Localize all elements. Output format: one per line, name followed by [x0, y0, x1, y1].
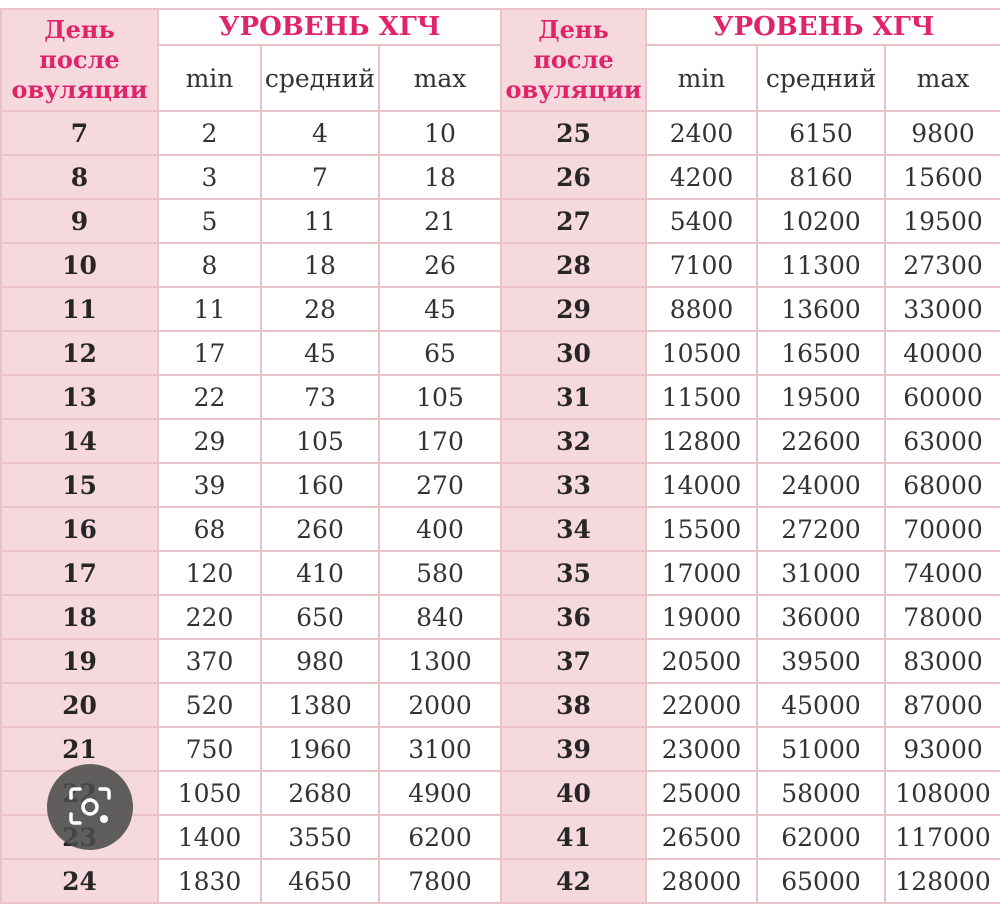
min-header-left: min — [158, 45, 261, 111]
right-day-cell: 32 — [501, 419, 646, 463]
right-day-cell: 35 — [501, 551, 646, 595]
right-day-cell: 31 — [501, 375, 646, 419]
right-day-cell: 29 — [501, 287, 646, 331]
left-avg-cell: 1380 — [261, 683, 379, 727]
left-avg-cell: 3550 — [261, 815, 379, 859]
day-header-right: День после овуляции — [501, 9, 646, 111]
left-avg-cell: 73 — [261, 375, 379, 419]
left-min-cell: 3 — [158, 155, 261, 199]
table-row — [1, 683, 1000, 727]
left-day-cell: 18 — [1, 595, 158, 639]
left-avg-cell: 980 — [261, 639, 379, 683]
right-min-cell: 7100 — [646, 243, 757, 287]
left-max-cell: 7800 — [379, 859, 501, 903]
right-max-cell: 68000 — [885, 463, 1000, 507]
right-max-cell: 78000 — [885, 595, 1000, 639]
table-row — [1, 331, 1000, 375]
right-max-cell: 33000 — [885, 287, 1000, 331]
right-max-cell: 19500 — [885, 199, 1000, 243]
right-day-cell: 25 — [501, 111, 646, 155]
right-min-cell: 2400 — [646, 111, 757, 155]
left-max-cell: 1300 — [379, 639, 501, 683]
left-day-cell: 15 — [1, 463, 158, 507]
right-day-cell: 27 — [501, 199, 646, 243]
right-avg-cell: 13600 — [757, 287, 885, 331]
table-row — [1, 111, 1000, 155]
left-min-cell: 750 — [158, 727, 261, 771]
right-min-cell: 28000 — [646, 859, 757, 903]
right-day-cell: 36 — [501, 595, 646, 639]
right-max-cell: 70000 — [885, 507, 1000, 551]
right-min-cell: 23000 — [646, 727, 757, 771]
table-row — [1, 419, 1000, 463]
right-avg-cell: 62000 — [757, 815, 885, 859]
right-avg-cell: 65000 — [757, 859, 885, 903]
left-max-cell: 4900 — [379, 771, 501, 815]
min-header-right: min — [646, 45, 757, 111]
day-header-left: День после овуляции — [1, 9, 158, 111]
left-min-cell: 39 — [158, 463, 261, 507]
left-day-cell: 11 — [1, 287, 158, 331]
table-row — [1, 595, 1000, 639]
right-day-cell: 37 — [501, 639, 646, 683]
table-row — [1, 243, 1000, 287]
left-max-cell: 26 — [379, 243, 501, 287]
table-row — [1, 463, 1000, 507]
max-header-left: max — [379, 45, 501, 111]
left-min-cell: 22 — [158, 375, 261, 419]
table-row — [1, 375, 1000, 419]
right-avg-cell: 36000 — [757, 595, 885, 639]
right-max-cell: 27300 — [885, 243, 1000, 287]
right-avg-cell: 11300 — [757, 243, 885, 287]
table-row — [1, 155, 1000, 199]
left-min-cell: 68 — [158, 507, 261, 551]
left-max-cell: 6200 — [379, 815, 501, 859]
left-min-cell: 2 — [158, 111, 261, 155]
right-min-cell: 8800 — [646, 287, 757, 331]
left-max-cell: 840 — [379, 595, 501, 639]
right-avg-cell: 10200 — [757, 199, 885, 243]
right-min-cell: 20500 — [646, 639, 757, 683]
right-max-cell: 128000 — [885, 859, 1000, 903]
left-day-cell: 17 — [1, 551, 158, 595]
right-min-cell: 14000 — [646, 463, 757, 507]
right-max-cell: 15600 — [885, 155, 1000, 199]
left-avg-cell: 11 — [261, 199, 379, 243]
right-min-cell: 5400 — [646, 199, 757, 243]
left-avg-cell: 4 — [261, 111, 379, 155]
table-row — [1, 551, 1000, 595]
left-avg-cell: 1960 — [261, 727, 379, 771]
table-row — [1, 507, 1000, 551]
left-max-cell: 170 — [379, 419, 501, 463]
left-avg-cell: 4650 — [261, 859, 379, 903]
avg-header-left: средний — [261, 45, 379, 111]
left-max-cell: 3100 — [379, 727, 501, 771]
left-max-cell: 2000 — [379, 683, 501, 727]
right-day-cell: 40 — [501, 771, 646, 815]
left-avg-cell: 28 — [261, 287, 379, 331]
left-max-cell: 65 — [379, 331, 501, 375]
left-avg-cell: 160 — [261, 463, 379, 507]
left-min-cell: 120 — [158, 551, 261, 595]
right-max-cell: 40000 — [885, 331, 1000, 375]
right-max-cell: 83000 — [885, 639, 1000, 683]
right-day-cell: 30 — [501, 331, 646, 375]
table-row — [1, 859, 1000, 903]
right-min-cell: 26500 — [646, 815, 757, 859]
right-min-cell: 19000 — [646, 595, 757, 639]
right-day-cell: 38 — [501, 683, 646, 727]
left-day-cell: 20 — [1, 683, 158, 727]
avg-header-right: средний — [757, 45, 885, 111]
left-avg-cell: 105 — [261, 419, 379, 463]
right-day-cell: 33 — [501, 463, 646, 507]
left-min-cell: 1400 — [158, 815, 261, 859]
right-avg-cell: 24000 — [757, 463, 885, 507]
left-avg-cell: 18 — [261, 243, 379, 287]
left-day-cell: 19 — [1, 639, 158, 683]
left-max-cell: 400 — [379, 507, 501, 551]
left-max-cell: 105 — [379, 375, 501, 419]
right-min-cell: 12800 — [646, 419, 757, 463]
hcg-levels-table — [0, 8, 1000, 904]
right-avg-cell: 8160 — [757, 155, 885, 199]
left-day-cell: 12 — [1, 331, 158, 375]
left-avg-cell: 45 — [261, 331, 379, 375]
right-avg-cell: 45000 — [757, 683, 885, 727]
right-max-cell: 93000 — [885, 727, 1000, 771]
visual-search-lens-icon[interactable] — [47, 764, 133, 850]
right-day-cell: 34 — [501, 507, 646, 551]
table-row — [1, 727, 1000, 771]
left-day-cell: 16 — [1, 507, 158, 551]
left-max-cell: 580 — [379, 551, 501, 595]
left-max-cell: 45 — [379, 287, 501, 331]
right-max-cell: 117000 — [885, 815, 1000, 859]
right-min-cell: 4200 — [646, 155, 757, 199]
right-max-cell: 9800 — [885, 111, 1000, 155]
left-max-cell: 10 — [379, 111, 501, 155]
right-avg-cell: 16500 — [757, 331, 885, 375]
right-max-cell: 108000 — [885, 771, 1000, 815]
left-avg-cell: 650 — [261, 595, 379, 639]
right-day-cell: 28 — [501, 243, 646, 287]
left-min-cell: 520 — [158, 683, 261, 727]
right-day-cell: 41 — [501, 815, 646, 859]
hcg-level-header-left: УРОВЕНЬ ХГЧ — [158, 9, 501, 45]
left-day-cell: 8 — [1, 155, 158, 199]
right-avg-cell: 39500 — [757, 639, 885, 683]
left-min-cell: 1050 — [158, 771, 261, 815]
right-day-cell: 39 — [501, 727, 646, 771]
right-avg-cell: 27200 — [757, 507, 885, 551]
left-max-cell: 270 — [379, 463, 501, 507]
right-max-cell: 63000 — [885, 419, 1000, 463]
left-day-cell: 24 — [1, 859, 158, 903]
right-avg-cell: 19500 — [757, 375, 885, 419]
camera-search-icon — [67, 786, 113, 828]
max-header-right: max — [885, 45, 1000, 111]
left-min-cell: 29 — [158, 419, 261, 463]
left-avg-cell: 410 — [261, 551, 379, 595]
table-row — [1, 771, 1000, 815]
right-avg-cell: 51000 — [757, 727, 885, 771]
table-row — [1, 199, 1000, 243]
table-row — [1, 639, 1000, 683]
left-min-cell: 5 — [158, 199, 261, 243]
left-max-cell: 18 — [379, 155, 501, 199]
right-max-cell: 74000 — [885, 551, 1000, 595]
left-avg-cell: 260 — [261, 507, 379, 551]
header-row-main — [1, 9, 1000, 45]
right-day-cell: 42 — [501, 859, 646, 903]
left-day-cell: 7 — [1, 111, 158, 155]
left-day-cell: 14 — [1, 419, 158, 463]
left-day-cell: 21 — [1, 727, 158, 771]
right-min-cell: 10500 — [646, 331, 757, 375]
left-min-cell: 11 — [158, 287, 261, 331]
left-min-cell: 1830 — [158, 859, 261, 903]
left-min-cell: 370 — [158, 639, 261, 683]
table-row — [1, 815, 1000, 859]
right-min-cell: 17000 — [646, 551, 757, 595]
right-day-cell: 26 — [501, 155, 646, 199]
left-day-cell: 10 — [1, 243, 158, 287]
left-day-cell: 13 — [1, 375, 158, 419]
left-avg-cell: 7 — [261, 155, 379, 199]
left-min-cell: 8 — [158, 243, 261, 287]
right-min-cell: 25000 — [646, 771, 757, 815]
left-day-cell: 9 — [1, 199, 158, 243]
right-avg-cell: 31000 — [757, 551, 885, 595]
hcg-level-header-right: УРОВЕНЬ ХГЧ — [646, 9, 1000, 45]
table-row — [1, 287, 1000, 331]
right-max-cell: 60000 — [885, 375, 1000, 419]
left-max-cell: 21 — [379, 199, 501, 243]
right-min-cell: 15500 — [646, 507, 757, 551]
right-min-cell: 22000 — [646, 683, 757, 727]
right-avg-cell: 58000 — [757, 771, 885, 815]
right-avg-cell: 22600 — [757, 419, 885, 463]
left-min-cell: 17 — [158, 331, 261, 375]
right-max-cell: 87000 — [885, 683, 1000, 727]
left-min-cell: 220 — [158, 595, 261, 639]
right-avg-cell: 6150 — [757, 111, 885, 155]
right-min-cell: 11500 — [646, 375, 757, 419]
left-avg-cell: 2680 — [261, 771, 379, 815]
